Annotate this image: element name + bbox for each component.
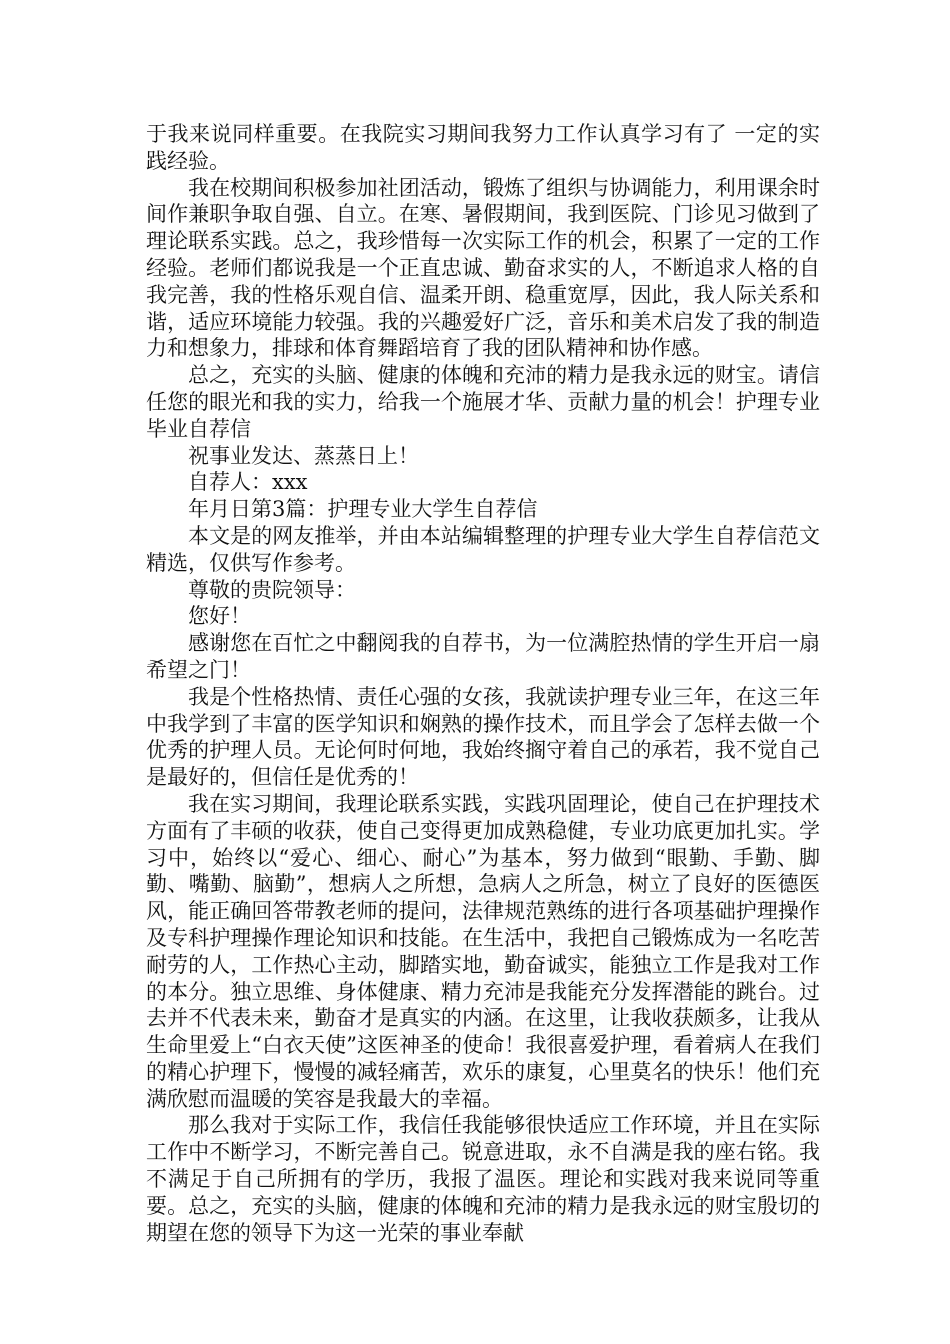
paragraph-11: 我是个性格热情、责任心强的女孩，我就读护理专业三年，在这三年中我学到了丰富的医学知识和娴熟的操作技术，而且学会了怎样去做一个优秀的护理人员。无论何时何地，我始终搁守着自己的承若，我不觉自己是最好的，但信任是优秀的！ <box>146 684 820 790</box>
paragraph-5: 自荐人：xxx <box>188 470 308 495</box>
paragraph-10: 感谢您在百忙之中翻阅我的自荐书，为一位满腔热情的学生开启一扇希望之门！ <box>146 631 820 682</box>
paragraph-7: 本文是的网友推举，并由本站编辑整理的护理专业大学生自荐信范文精选，仅供写作参考。 <box>146 523 820 575</box>
paragraph-1: 于我来说同样重要。在我院实习期间我努力工作认真学习有了 一定的实践经验。 <box>146 122 820 173</box>
paragraph-13: 那么我对于实际工作，我信任我能够很快适应工作环境，并且在实际工作中不断学习，不断完善自己。锐意进取，永不自满是我的座右铭。我不满足于自己所拥有的学历，我报了温医。理论和实践对我来说同等重要。总之，充实的头脑，健康的体魄和充沛的精力是我永远的财宝殷切的期望在您的领导下为这一光荣的事业奉献 <box>146 1113 820 1245</box>
paragraph-12: 我在实习期间，我理论联系实践，实践巩固理论，使自己在护理技术方面有了丰硕的收获，使自己变得更加成熟稳健，专业功底更加扎实。学习中，始终以“爱心、细心、耐心”为基本，努力做到“眼勤、手勤、脚勤、嘴勤、脑勤”，想病人之所想，急病人之所急，树立了良好的医德医风，能正确回答带教老师的提问，法律规范熟练的进行各项基础护理操作及专科护理操作理论知识和技能。在生活中，我把自己锻炼成为一名吃苦耐劳的人，工作热心主动，脚踏实地，勤奋诚实，能独立工作是我对工作的本分。独立思维、身体健康、精力充沛是我能充分发挥潜能的跳台。过去并不代表未来，勤奋才是真实的内涵。在这里，让我收获颇多，让我从生命里爱上“白衣天使”这医神圣的使命！我很喜爱护理，看着病人在我们的精心护理下，慢慢的减轻痛苦，欢乐的康复，心里莫名的快乐！他们充满欣慰而温暖的笑容是我最大的幸福。 <box>146 791 820 1111</box>
paragraph-2: 我在校期间积极参加社团活动，锻炼了组织与协调能力，利用课余时间作兼职争取自强、自立。在寒、暑假期间，我到医院、门诊见习做到了理论联系实践。总之，我珍惜每一次实际工作的机会，积累了一定的工作经验。老师们都说我是一个正直忠诚、勤奋求实的人，不断追求人格的自我完善，我的性格乐观自信、温柔开朗、稳重宽厚，因此，我人际关系和谐，适应环境能力较强。我的兴趣爱好广泛，音乐和美术启发了我的制造力和想象力，排球和体育舞蹈培育了我的团队精神和协作感。 <box>146 175 820 361</box>
document-page <box>146 121 820 1246</box>
paragraph-6: 年月日第3篇：护理专业大学生自荐信 <box>188 497 538 522</box>
paragraph-8: 尊敬的贵院领导： <box>188 577 356 602</box>
paragraph-9: 您好！ <box>188 604 251 629</box>
paragraph-3: 总之，充实的头脑、健康的体魄和充沛的精力是我永远的财宝。请信任您的眼光和我的实力，给我一个施展才华、贡献力量的机会！护理专业毕业自荐信 <box>146 363 820 441</box>
paragraph-4: 祝事业发达、蒸蒸日上！ <box>188 443 419 468</box>
